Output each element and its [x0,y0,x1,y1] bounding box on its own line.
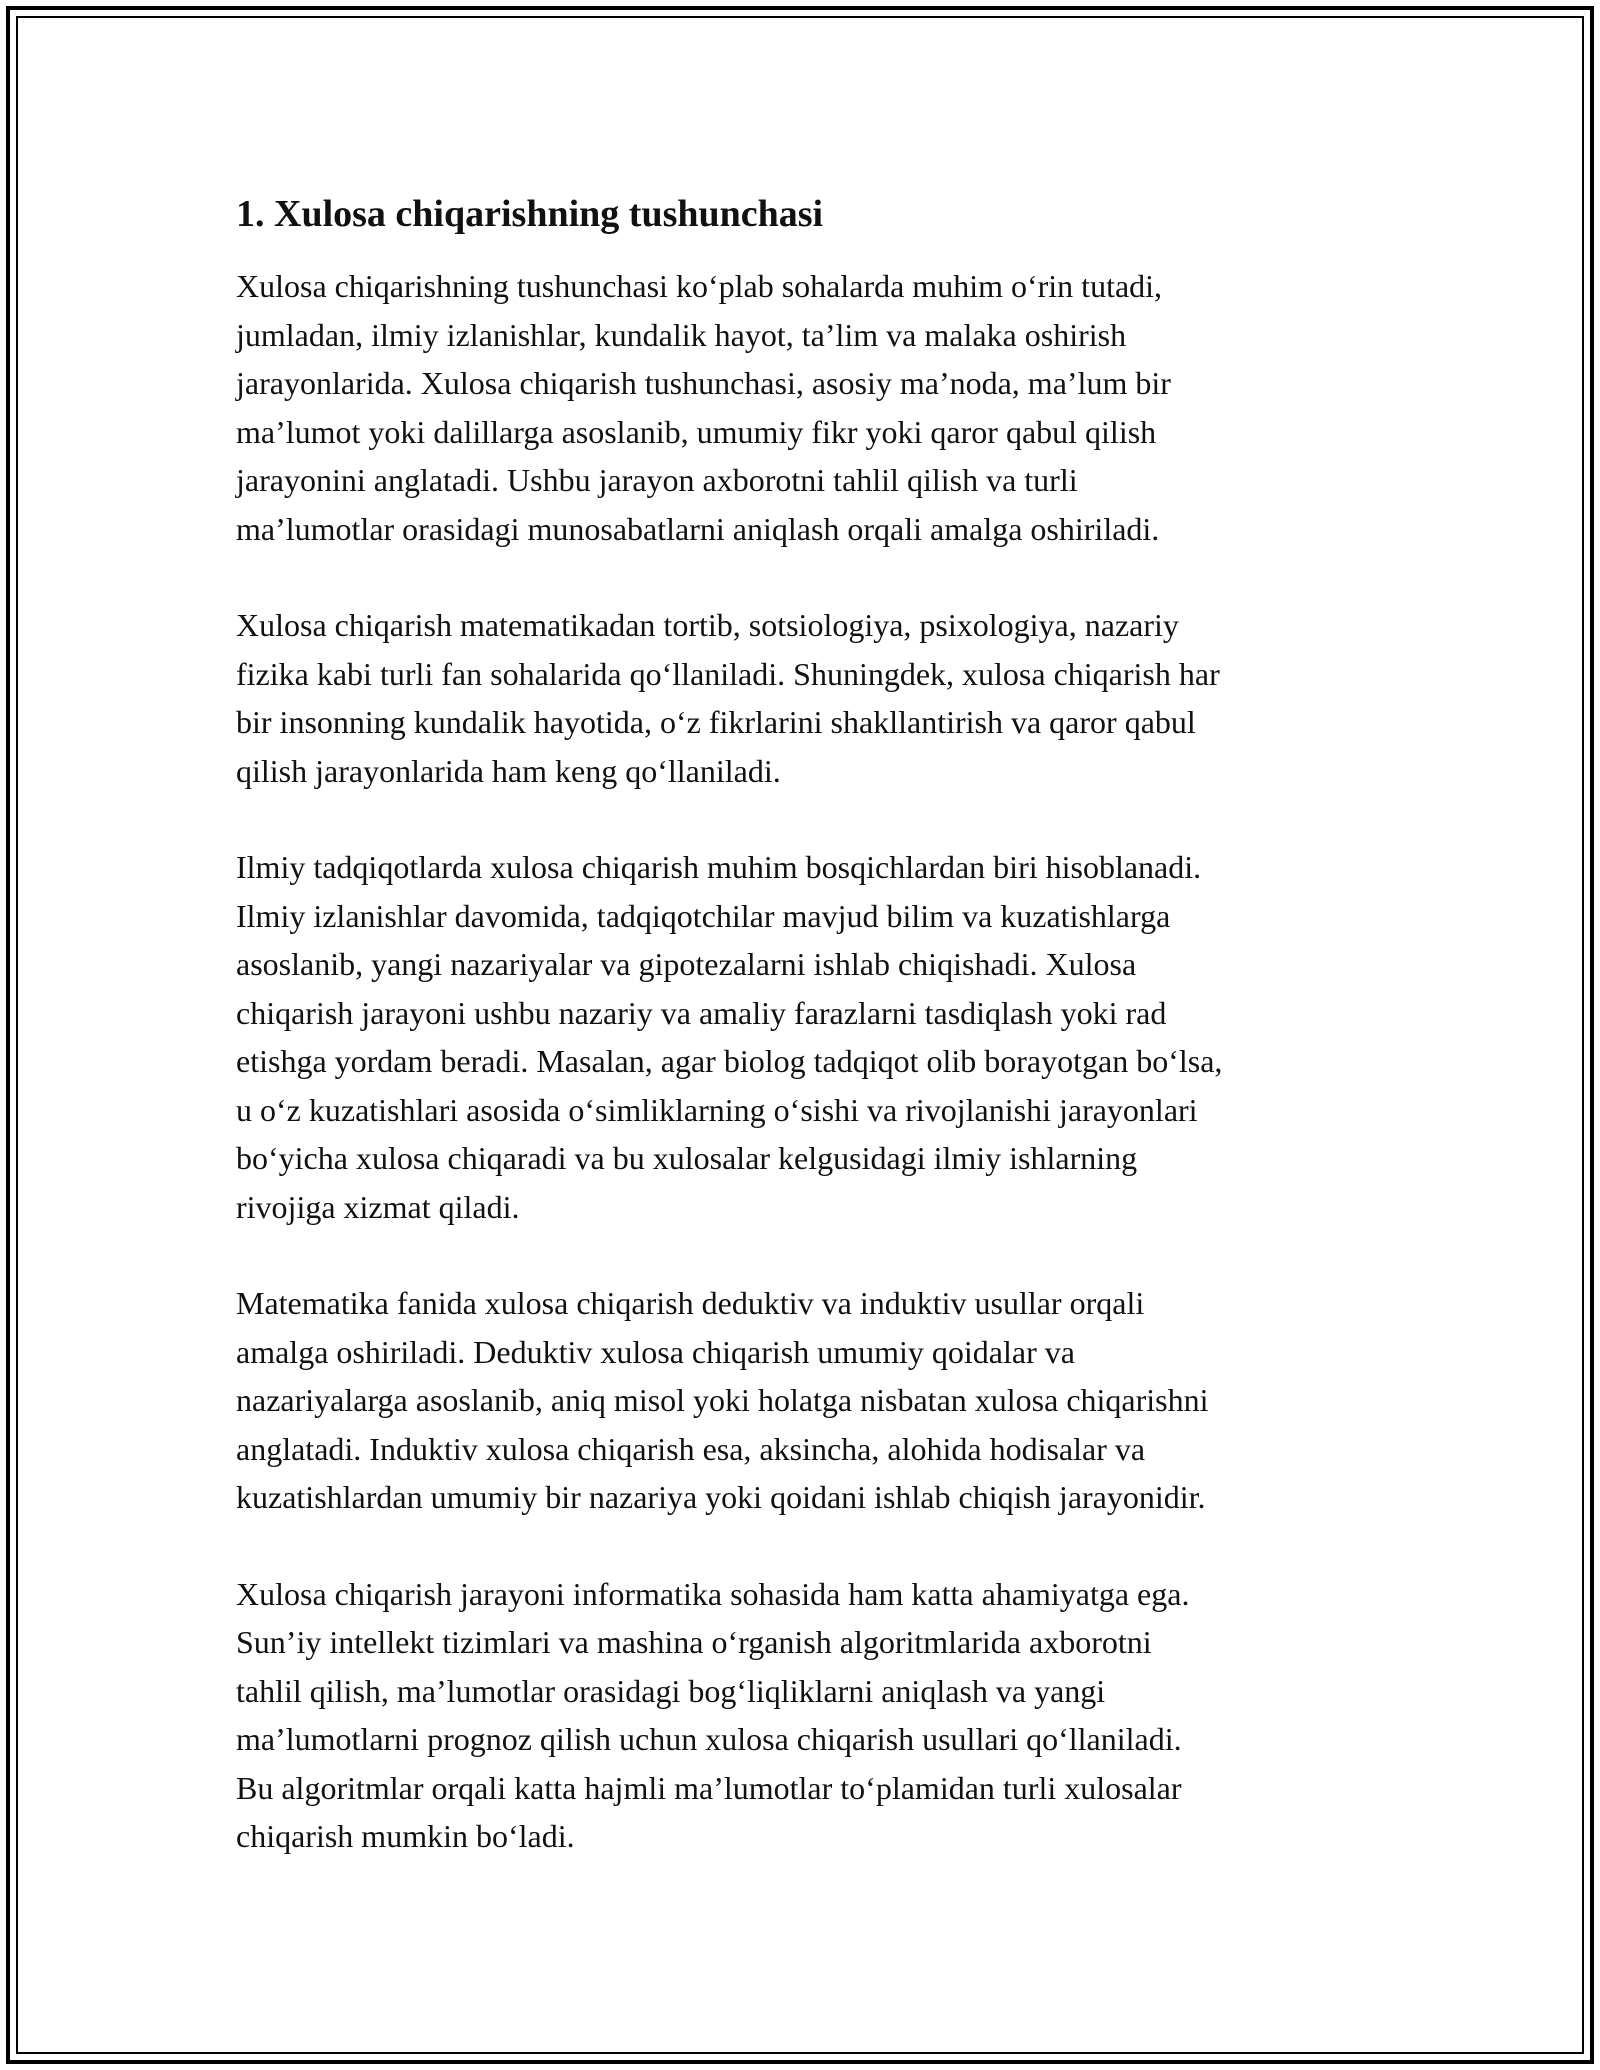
text-line: Matematika fanida xulosa chiqarish deduktiv va induktiv usullar orqali [236,1285,1145,1321]
text-line: anglatadi. Induktiv xulosa chiqarish esa, aksincha, alohida hodisalar va [236,1430,1146,1467]
text-line: jumladan, ilmiy izlanishlar, kundalik hayot, ta’lim va malaka oshirish [236,316,1127,353]
text-line: bir insonning kundalik hayotida, o‘z fikrlarini shakllantirish va qaror qabul [236,704,1196,740]
text-line: etishga yordam beradi. Masalan, agar biolog tadqiqot olib borayotgan bo‘lsa, [236,1043,1223,1079]
text-line: ma’lumotlar orasidagi munosabatlarni aniqlash orqali amalga oshiriladi. [236,510,1160,547]
text-line: amalga oshiriladi. Deduktiv xulosa chiqarish umumiy qoidalar va [236,1333,1075,1370]
paragraph-4 [236,1279,1376,1522]
text-line: u o‘z kuzatishlari asosida o‘simliklarning o‘sishi va rivojlanishi jarayonlari [236,1091,1198,1128]
text-line: Bu algoritmlar orqali katta hajmli ma’lumotlar to‘plamidan turli xulosalar [236,1769,1182,1806]
text-line: qilish jarayonlarida ham keng qo‘llaniladi. [236,752,781,789]
text-line: Ilmiy tadqiqotlarda xulosa chiqarish muhim bosqichlardan biri hisoblanadi. [236,849,1202,885]
paragraph-5 [236,1570,1376,1861]
paragraph-2 [236,601,1376,795]
text-line: Xulosa chiqarishning tushunchasi ko‘plab sohalarda muhim o‘rin tutadi, [236,268,1163,304]
text-line: kuzatishlardan umumiy bir nazariya yoki qoidani ishlab chiqish jarayonidir. [236,1479,1206,1515]
text-line: fizika kabi turli fan sohalarida qo‘llaniladi. Shuningdek, xulosa chiqarish har [236,655,1220,692]
text-line: asoslanib, yangi nazariyalar va gipotezalarni ishlab chiqishadi. Xulosa [236,946,1137,982]
text-line: Xulosa chiqarish matematikadan tortib, sotsiologiya, psixologiya, nazariy [236,607,1179,643]
text-line: Sun’iy intellekt tizimlari va mashina o‘rganish algoritmlarida axborotni [236,1624,1152,1660]
text-line: ma’lumotlarni prognoz qilish uchun xulosa chiqarish usullari qo‘llaniladi. [236,1721,1182,1757]
text-line: chiqarish jarayoni ushbu nazariy va amaliy farazlarni tasdiqlash yoki rad [236,994,1167,1031]
section-heading: 1. Xulosa chiqarishning tushunchasi [236,193,824,235]
paragraph-3 [236,843,1376,1231]
document-body [236,186,1376,1909]
text-line: jarayonini anglatadi. Ushbu jarayon axborotni tahlil qilish va turli [236,462,1078,498]
text-line: rivojiga xizmat qiladi. [236,1188,520,1225]
text-line: bo‘yicha xulosa chiqaradi va bu xulosalar kelgusidagi ilmiy ishlarning [236,1140,1138,1176]
text-line: Xulosa chiqarish jarayoni informatika sohasida ham katta ahamiyatga ega. [236,1575,1190,1612]
text-line: chiqarish mumkin bo‘ladi. [236,1818,575,1854]
text-line: ma’lumot yoki dalillarga asoslanib, umumiy fikr yoki qaror qabul qilish [236,413,1157,450]
paragraph-1 [236,262,1376,553]
text-line: jarayonlarida. Xulosa chiqarish tushunchasi, asosiy ma’noda, ma’lum bir [236,365,1171,401]
text-line: tahlil qilish, ma’lumotlar orasidagi bog‘liqliklarni aniqlash va yangi [236,1672,1106,1709]
text-line: nazariyalarga asoslanib, aniq misol yoki holatga nisbatan xulosa chiqarishni [236,1382,1209,1418]
text-line: Ilmiy izlanishlar davomida, tadqiqotchilar mavjud bilim va kuzatishlarga [236,897,1171,934]
